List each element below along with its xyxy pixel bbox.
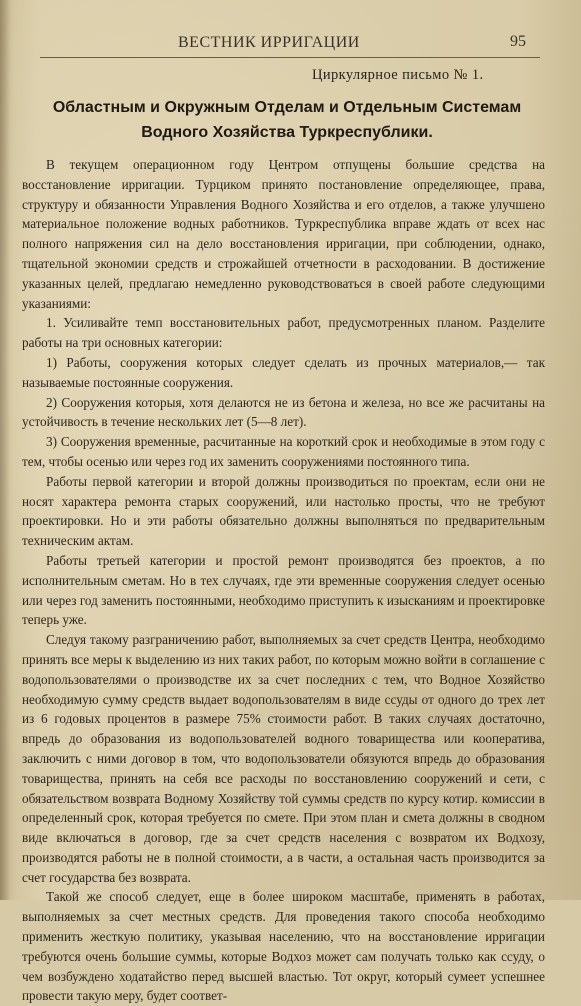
paragraph: 2) Сооружения которыя, хотя делаются не из бетона и железа, но все же расчитаны на устойчивость в течение нескольких лет (5—8 лет). xyxy=(22,394,545,430)
paragraph: 1) Работы, сооружения которых следует сделать из прочных материалов,— так называемые постоянные сооружения. xyxy=(22,354,545,390)
header-rule xyxy=(40,57,540,58)
circular-letter-label: Циркулярное письмо № 1. xyxy=(312,67,484,83)
paragraph: Работы третьей категории и простой ремонт производятся без проектов, а по исполнительным сметам. Но в тех случаях, где эти временные сооружения следует осенью или через год заменить постоянными, необходимо приступить к изысканиям и проектировке теперь уже. xyxy=(22,552,545,628)
paragraph: Такой же способ следует, еще в более широком масштабе, применять в работах, выполняемых за счет местных средств. Для проведения такого способа необходимо применить жесткую политику, указывая населению, что на восстановление ирригации требуются очень большие суммы, которые Водхоз может сам получать только как ссуду, о чем возбуждено ходатайство перед высшей властью. Тот округ, который сумеет успешнее провести такую меру, будет соответ- xyxy=(22,889,545,1004)
page-number: 95 xyxy=(510,33,526,50)
paragraph: В текущем операционном году Центром отпущены большие средства на восстановление ирригации. Турциком принято постановление определяющее, права, структуру и обязанности Управления Водного Хозяйства и его отделов, а также улучшено материальное положение водных работников. Туркреспублика вправе ждать от всех нас полного напряжения сил на дело восстановления ирригации, при соблюдении, однако, тщательной экономии средств и строжайшей отчетности в расходовании. В достижение указанных целей, предлагаю немедленно руководствоваться в своей работе следующими указаниями: xyxy=(22,157,545,311)
running-title: ВЕСТНИК ИРРИГАЦИИ xyxy=(178,34,360,51)
paragraph: 1. Усиливайте темп восстановительных работ, предусмотренных планом. Разделите работы на три основных категории: xyxy=(22,315,545,351)
document-title: Областным и Окружным Отделам и Отдельным Системам Водного Хозяйства Туркреспублики. xyxy=(52,99,522,141)
paragraph: Работы первой категории и второй должны производиться по проектам, если они не носят характера ремонта старых сооружений, или настолько просты, что не требуют проектировки. Но и эти работы обязательно должны выполняться по предварительным техническим актам. xyxy=(22,473,545,549)
paragraph: Следуя такому разграничению работ, выполняемых за счет средств Центра, необходимо принять все меры к выделению из них таких работ, по которым можно войти в соглашение с водопользователями о производстве их за счет последних с тем, что Водное Хозяйство необходимую сумму средств выдает водопользователям в виде ссуды от одного до трех лет из 6 годовых процентов в размере 75% стоимости работ. В таких случаях достаточно, впредь до образования из водопользователей водного товарищества или кооператива, заключить с ними договор в том, что водопользователи обязуются впредь до образования товарищества, принять на себя все расходы по восстановлению сооружений и сети, с обязательством возврата Водному Хозяйству той суммы средств по курсу котир. комиссии в определенный срок, которая требуется по смете. При этом план и смета должны в сводном виде включаться в договор, где за счет средств населения с возвратом их Водхозу, производятся работы не в полной стоимости, а в части, а остальная часть производится за счет государства без возврата. xyxy=(22,632,545,885)
scan-edge-shadow xyxy=(0,0,10,900)
document-body xyxy=(22,155,545,1006)
page-header xyxy=(0,30,581,54)
paragraph: 3) Сооружения временные, расчитанные на короткий срок и необходимые в этом году с тем, чтобы осенью или через год их заменить сооружениями постоянного типа. xyxy=(22,434,545,469)
